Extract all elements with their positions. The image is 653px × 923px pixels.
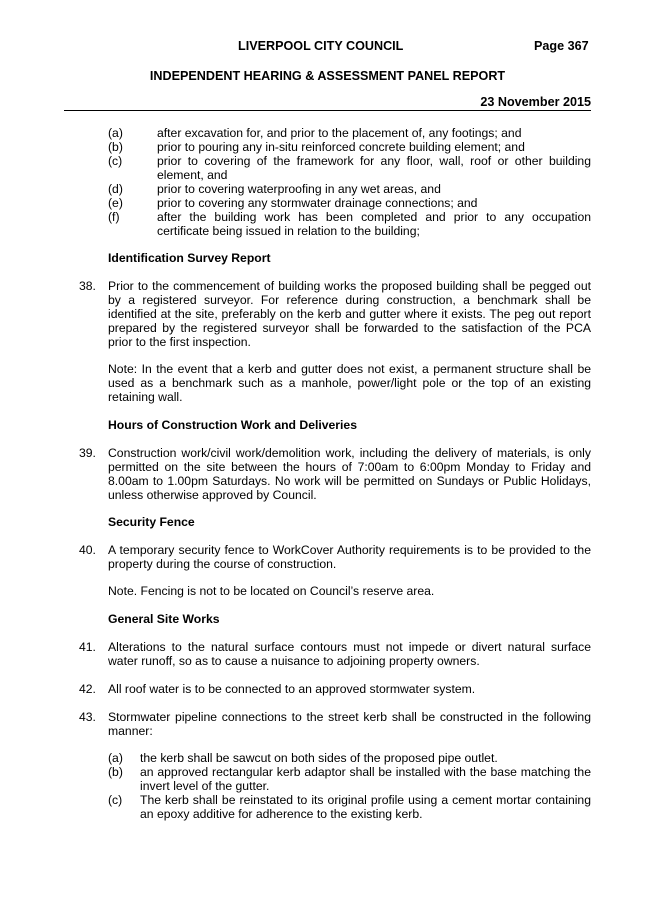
section-heading-site: General Site Works — [108, 612, 220, 626]
list-item-text: after excavation for, and prior to the placement of, any footings; and — [157, 126, 522, 140]
list-item-label: (f) — [108, 210, 120, 224]
list-item-text: prior to pouring any in-situ reinforced concrete building element; and — [157, 140, 525, 154]
list-item-label: (c) — [108, 793, 123, 807]
header-rule — [64, 110, 591, 111]
condition-text: A temporary security fence to WorkCover Authority requirements is to be provided to the property during the course of construction. — [108, 543, 591, 571]
condition-number: 40. — [79, 543, 96, 557]
report-title: INDEPENDENT HEARING & ASSESSMENT PANEL REPORT — [149, 69, 506, 83]
condition-number: 42. — [79, 682, 96, 696]
condition-number: 43. — [79, 710, 96, 724]
list-item-label: (b) — [108, 765, 123, 779]
report-date: 23 November 2015 — [480, 95, 591, 109]
condition-number: 41. — [79, 640, 96, 654]
list-item-label: (a) — [108, 751, 123, 765]
list-item-label: (e) — [108, 196, 123, 210]
list-item-text: the kerb shall be sawcut on both sides of the proposed pipe outlet. — [140, 751, 498, 765]
condition-text: Alterations to the natural surface contours must not impede or divert natural surface water runoff, so as to cause a nuisance to adjoining property owners. — [108, 640, 591, 668]
condition-text: Stormwater pipeline connections to the street kerb shall be constructed in the following manner: — [108, 710, 591, 738]
section-heading-fence: Security Fence — [108, 515, 195, 529]
section-heading-survey: Identification Survey Report — [108, 251, 271, 265]
list-item-text: prior to covering of the framework for any floor, wall, roof or other building element, and — [157, 154, 591, 182]
list-item-label: (b) — [108, 140, 123, 154]
condition-text: Prior to the commencement of building works the proposed building shall be pegged out by a registered surveyor. For reference during construction, a benchmark shall be identified at the site, preferably on the kerb and gutter where it exists. The peg out report prepared by the registered surveyor shall be forwarded to the satisfaction of the PCA prior to the first inspection. — [108, 279, 591, 349]
condition-note: Note. Fencing is not to be located on Council’s reserve area. — [108, 584, 435, 598]
condition-number: 39. — [79, 446, 96, 460]
condition-text: Construction work/civil work/demolition work, including the delivery of materials, is only permitted on the site between the hours of 7:00am to 6:00pm Monday to Friday and 8.00am to 1.00pm Saturdays. No work will be permitted on Sundays or Public Holidays, unless otherwise approved by Council. — [108, 446, 591, 502]
list-item-text: after the building work has been completed and prior to any occupation certificate being issued in relation to the building; — [157, 210, 591, 238]
list-item-label: (c) — [108, 154, 123, 168]
condition-note: Note: In the event that a kerb and gutter does not exist, a permanent structure shall be used as a benchmark such as a manhole, power/light pole or the top of an existing retaining wall. — [108, 362, 591, 404]
condition-number: 38. — [79, 279, 96, 293]
list-item-text: an approved rectangular kerb adaptor shall be installed with the base matching the invert level of the gutter. — [140, 765, 591, 793]
list-item-label: (d) — [108, 182, 123, 196]
list-item-text: prior to covering any stormwater drainage connections; and — [157, 196, 478, 210]
page-number: Page 367 — [534, 39, 589, 53]
list-item-label: (a) — [108, 126, 123, 140]
condition-text: All roof water is to be connected to an approved stormwater system. — [108, 682, 476, 696]
list-item-text: The kerb shall be reinstated to its original profile using a cement mortar containing an epoxy additive for adherence to the existing kerb. — [140, 793, 591, 821]
section-heading-hours: Hours of Construction Work and Deliveries — [108, 418, 357, 432]
council-name: LIVERPOOL CITY COUNCIL — [238, 39, 404, 53]
list-item-text: prior to covering waterproofing in any wet areas, and — [157, 182, 441, 196]
